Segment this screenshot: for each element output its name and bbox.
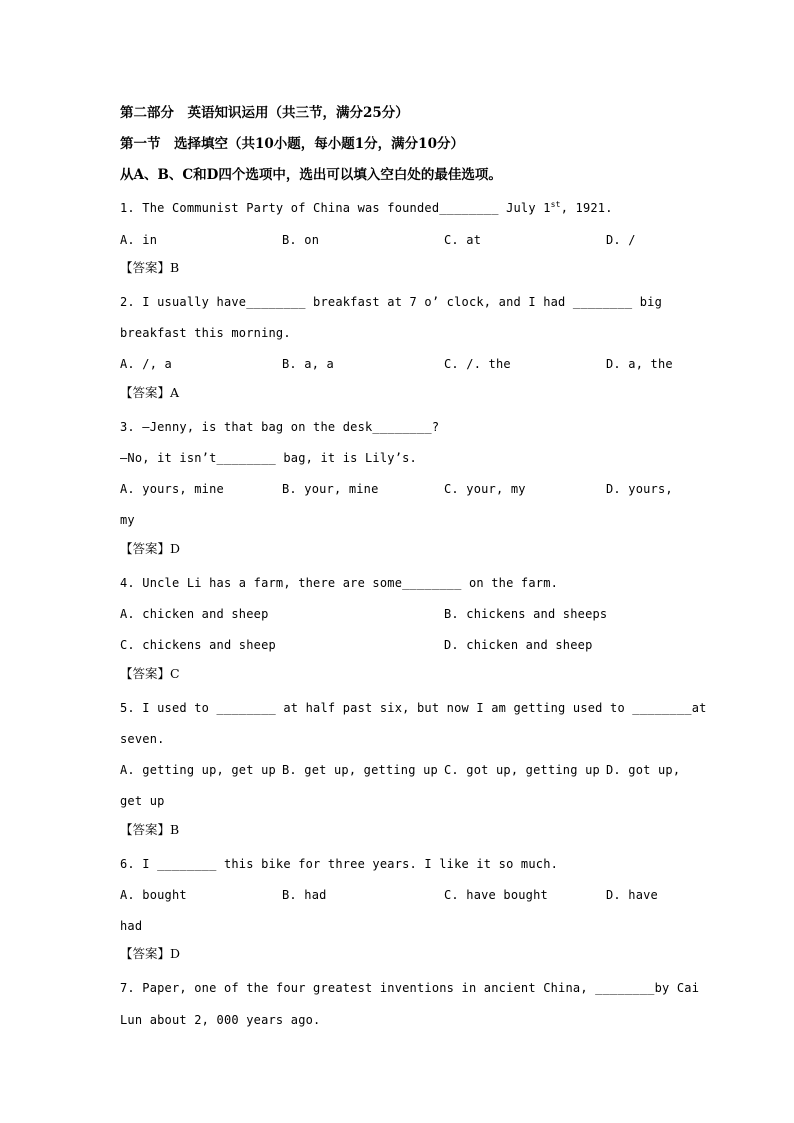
question-7-stem-cont: Lun about 2, 000 years ago. xyxy=(120,1013,321,1027)
q5-option-d: D. got up, xyxy=(606,763,681,777)
q2-option-a: A. /, a xyxy=(120,357,172,371)
q6-option-a: A. bought xyxy=(120,888,187,902)
q5-option-c: C. got up, getting up xyxy=(444,763,600,777)
q5-option-a: A. getting up, get up xyxy=(120,763,276,777)
q2-option-c: C. /. the xyxy=(444,357,511,371)
section-heading: 第一节 选择填空（共10小题，每小题1分，满分10分） xyxy=(120,136,464,152)
question-7-stem: 7. Paper, one of the four greatest inventions in ancient China, ________by Cai xyxy=(120,981,700,995)
q6-option-d-cont: had xyxy=(120,919,143,933)
q1-option-c: C. at xyxy=(444,233,482,247)
q2-option-b: B. a, a xyxy=(282,357,334,371)
q4-option-a: A. chicken and sheep xyxy=(120,607,269,621)
q4-option-c: C. chickens and sheep xyxy=(120,638,276,652)
q5-answer: 【答案】B xyxy=(120,822,180,837)
q3-option-c: C. your, my xyxy=(444,482,526,496)
question-5-stem: 5. I used to ________ at half past six, but now I am getting used to ________at xyxy=(120,701,707,715)
q5-option-b: B. get up, getting up xyxy=(282,763,438,777)
q3-option-d-cont: my xyxy=(120,513,135,527)
question-1-stem: 1. The Communist Party of China was founded________ July 1st, 1921. xyxy=(120,200,613,215)
question-2-stem-cont: breakfast this morning. xyxy=(120,326,291,340)
q6-option-b: B. had xyxy=(282,888,327,902)
q1-option-d: D. / xyxy=(606,233,636,247)
part-heading: 第二部分 英语知识运用（共三节，满分25分） xyxy=(120,105,409,121)
q3-option-d: D. yours, xyxy=(606,482,673,496)
question-5-stem-cont: seven. xyxy=(120,732,165,746)
q3-answer: 【答案】D xyxy=(120,541,181,556)
q4-option-b: B. chickens and sheeps xyxy=(444,607,608,621)
q4-option-d: D. chicken and sheep xyxy=(444,638,593,652)
q3-option-b: B. your, mine xyxy=(282,482,379,496)
instruction: 从A、B、C和D四个选项中，选出可以填入空白处的最佳选项。 xyxy=(120,167,502,183)
question-3-stem: 3. —Jenny, is that bag on the desk________? xyxy=(120,420,440,434)
q6-option-d: D. have xyxy=(606,888,658,902)
q4-answer: 【答案】C xyxy=(120,666,180,681)
q3-option-a: A. yours, mine xyxy=(120,482,224,496)
question-6-stem: 6. I ________ this bike for three years. I like it so much. xyxy=(120,857,559,871)
q2-answer: 【答案】A xyxy=(120,385,180,400)
q1-option-b: B. on xyxy=(282,233,320,247)
q6-option-c: C. have bought xyxy=(444,888,548,902)
q1-option-a: A. in xyxy=(120,233,158,247)
q5-option-d-cont: get up xyxy=(120,794,165,808)
q6-answer: 【答案】D xyxy=(120,946,181,961)
q2-option-d: D. a, the xyxy=(606,357,673,371)
question-4-stem: 4. Uncle Li has a farm, there are some________ on the farm. xyxy=(120,576,559,590)
question-2-stem: 2. I usually have________ breakfast at 7 o’ clock, and I had ________ big xyxy=(120,295,662,309)
question-3-stem-cont: —No, it isn’t________ bag, it is Lily’s. xyxy=(120,451,417,465)
q1-answer: 【答案】B xyxy=(120,260,180,275)
